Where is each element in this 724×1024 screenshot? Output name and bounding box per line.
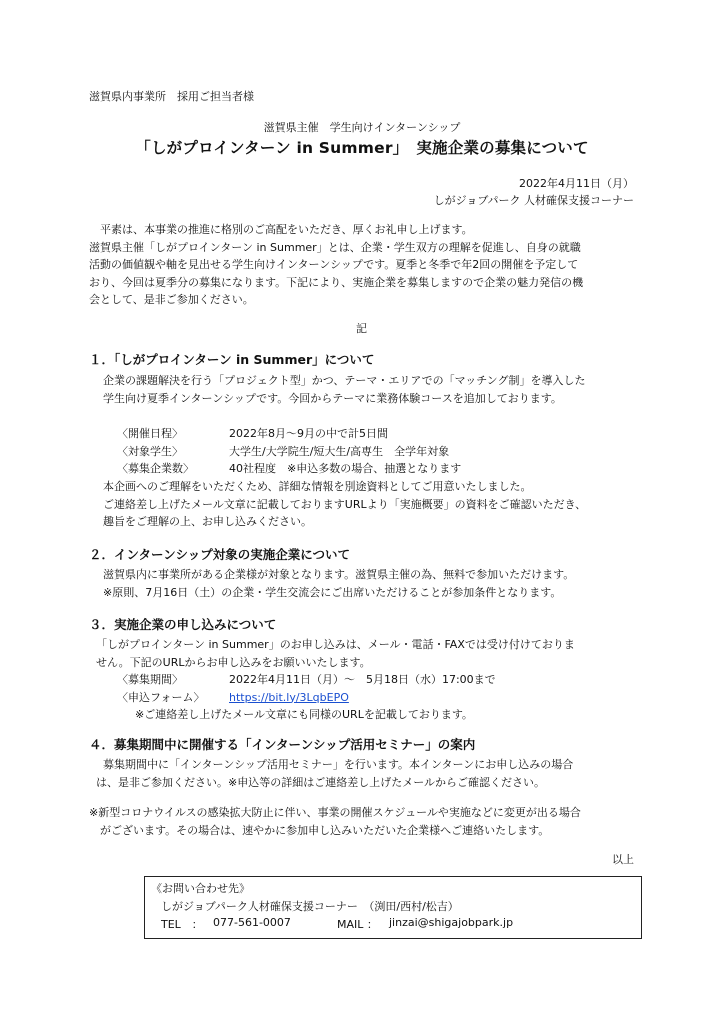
section-1-body [103, 372, 585, 407]
section-1-heading: １．「しがプロインターン in Summer」について [89, 352, 375, 367]
intro-line: 平素は、本事業の推進に格別のご高配をいただき、厚くお礼申し上げます。 [89, 223, 473, 236]
section-2-line: ※原則、7月16日（土）の企業・学生交流会にご出席いただけることが参加条件となります。 [103, 585, 562, 599]
detail-row [117, 425, 461, 443]
intro-line: 活動の価値観や軸を見出せる学生向けインターンシップです。夏季と冬季で年2回の開催を予定して [89, 258, 579, 271]
section-3-line: 「しがプロインターン in Summer」のお申し込みは、メール・電話・FAXでは受け付けておりま [96, 638, 575, 651]
intro-line: おり、今回は夏季分の募集になります。下記により、実施企業を募集しますので企業の魅力発信の機 [89, 275, 584, 289]
period-label: 〈募集期間〉 [117, 673, 183, 686]
detail-value: 2022年8月～9月の中で計5日間 [229, 427, 388, 440]
detail-value: 大学生/大学院生/短大生/高専生 全学年対象 [229, 444, 450, 458]
contact-tel: 077-561-0007 [213, 916, 291, 929]
section-3-body [96, 636, 575, 671]
form-label: 〈申込フォーム〉 [117, 690, 205, 704]
covid-note [89, 804, 581, 839]
form-row [117, 689, 496, 707]
section-4-line: 募集期間中に「インターンシップ活用セミナー」を行います。本インターンにお申し込みの場合 [103, 758, 574, 771]
section-1-note-line: ご連絡差し上げたメール文章に記載しておりますURLより「実施概要」の資料をご確認いただき、 [103, 497, 587, 511]
section-3-heading: ３．実施企業の申し込みについて [89, 617, 277, 632]
detail-row [117, 460, 461, 478]
section-1-line: 企業の課題解決を行う「プロジェクト型」かつ、テーマ・エリアでの「マッチング制」を導入した [103, 374, 586, 387]
application-form-link[interactable]: https://bit.ly/3LqbEPO [229, 690, 349, 704]
period-row [117, 671, 496, 689]
page-title: 「しがプロインターン in Summer」 実施企業の募集について [135, 139, 589, 157]
section-2-heading: ２．インターンシップ対象の実施企業について [89, 547, 350, 562]
period-value: 2022年4月11日（月）～ 5月18日（水）17:00まで [229, 673, 496, 686]
section-4-heading: ４．募集期間中に開催する「インターンシップ活用セミナー」の案内 [89, 737, 476, 752]
contact-mail[interactable]: jinzai@shigajobpark.jp [389, 916, 514, 929]
contact-mail-label: MAIL ： [337, 918, 378, 931]
section-1-note [103, 478, 586, 531]
section-4-body [96, 756, 573, 791]
covid-note-line: ※新型コロナウイルスの感染拡大防止に伴い、事業の開催スケジュールや実施などに変更が出る場合 [89, 806, 581, 819]
document-date: 2022年4月11日（月） [519, 177, 634, 190]
covid-note-line: がございます。その場合は、速やかに参加申し込みいただいた企業様へご連絡いたします。 [89, 823, 550, 837]
section-4-line: は、是非ご参加ください。※申込等の詳細はご連絡差し上げたメールからご確認ください。 [96, 775, 545, 789]
contact-org: しがジョブパーク人材確保支援コーナー （渕田/西村/松吉） [161, 900, 459, 913]
detail-label: 〈募集企業数〉 [117, 462, 194, 475]
form-note: ※ご連絡差し上げたメール文章にも同様のURLを記載しております。 [135, 708, 473, 721]
detail-value: 40社程度 ※申込多数の場合、抽選となります [229, 462, 462, 475]
addressee: 滋賀県内事業所 採用ご担当者様 [89, 90, 254, 103]
sender: しがジョブパーク 人材確保支援コーナー [433, 194, 634, 207]
contact-box [144, 876, 642, 939]
section-1-note-line: 本企画へのご理解をいただくため、詳細な情報を別途資料としてご用意いたしました。 [103, 480, 532, 493]
contact-tel-label: TEL ： [161, 918, 203, 931]
section-1-note-line: 趣旨をご理解の上、お申し込みください。 [103, 515, 312, 528]
intro-line: 会として、是非ご参加ください。 [89, 293, 254, 306]
intro-line: 滋賀県主催「しがプロインターン in Summer」とは、企業・学生双方の理解を促進し、自身の就職 [89, 240, 581, 254]
section-2-body [103, 566, 574, 601]
section-2-line: 滋賀県内に事業所がある企業様が対象となります。滋賀県主催の為、無料で参加いただけます。 [103, 568, 575, 581]
ki-marker: 記 [356, 322, 367, 335]
application-details [117, 671, 496, 724]
detail-label: 〈開催日程〉 [117, 427, 183, 440]
intro-paragraph [89, 221, 583, 309]
section-3-line: せん。下記のURLからお申し込みをお願いいたします。 [96, 655, 371, 669]
section-1-line: 学生向け夏季インターンシップです。今回からテーマに業務体験コースを追加しております。 [103, 391, 562, 405]
subtitle: 滋賀県主催 学生向けインターンシップ [263, 121, 461, 134]
contact-title: 《お問い合わせ先》 [151, 882, 250, 895]
detail-label: 〈対象学生〉 [117, 444, 183, 458]
section-1-details [117, 425, 461, 478]
detail-row [117, 443, 461, 461]
closing-mark: 以上 [612, 853, 634, 866]
